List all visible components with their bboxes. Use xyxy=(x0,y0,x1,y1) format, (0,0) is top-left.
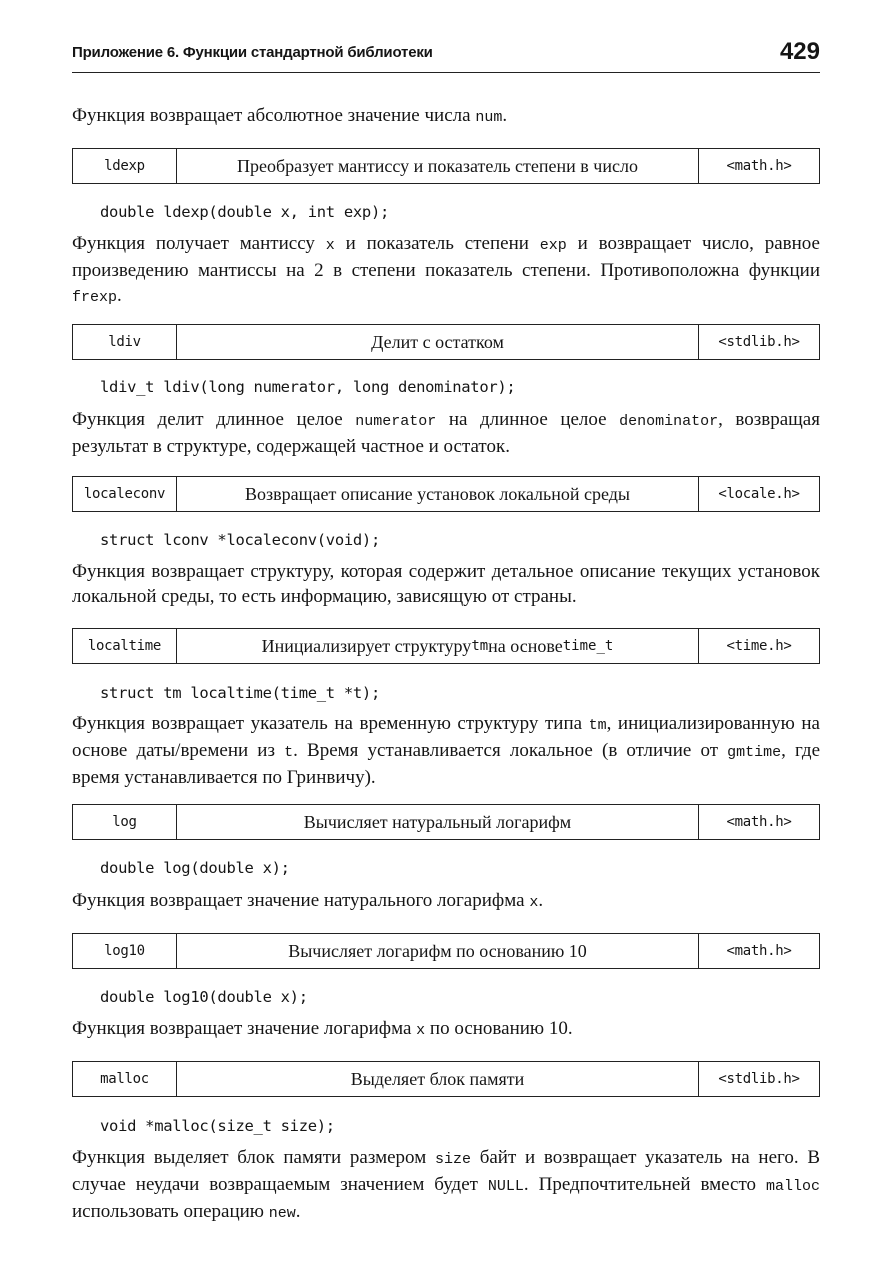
function-description-paragraph: Функция возвращает структуру, которая содержит детальное описание текущих установок локальной среды, то есть информацию, зависящую от страны. xyxy=(72,561,820,607)
function-description: Выделяет блок памяти xyxy=(177,1062,699,1096)
function-table-ldiv xyxy=(72,324,820,360)
function-header-file: <math.h> xyxy=(726,814,792,830)
function-prototype: struct tm localtime(time_t *t); xyxy=(100,684,380,702)
page-number: 429 xyxy=(779,38,820,65)
function-prototype: double log10(double x); xyxy=(100,988,308,1006)
function-name: malloc xyxy=(73,1062,177,1096)
function-table-log xyxy=(72,804,820,840)
function-table-log10 xyxy=(72,933,820,969)
function-table-malloc xyxy=(72,1061,820,1097)
function-description: Инициализирует структуру tm на основе time_t xyxy=(177,629,699,663)
function-name: localeconv xyxy=(73,477,177,511)
function-description: Вычисляет логарифм по основанию 10 xyxy=(177,934,699,968)
function-prototype: ldiv_t ldiv(long numerator, long denominator); xyxy=(100,378,516,396)
function-description-paragraph: Функция возвращает указатель на временную структуру типа tm, инициализированную на основе даты/времени из t. Время устанавливается локальное (в отличие от gmtime, где время устанавливается по Гринвичу). xyxy=(72,713,821,788)
function-description: Делит с остатком xyxy=(177,325,699,359)
function-description: Возвращает описание установок локальной среды xyxy=(177,477,699,511)
function-description: Вычисляет натуральный логарифм xyxy=(177,805,699,839)
function-header-file: <time.h> xyxy=(726,638,792,654)
function-name: ldexp xyxy=(73,149,177,183)
function-table-ldexp xyxy=(72,148,820,184)
function-name: ldiv xyxy=(73,325,177,359)
function-name: localtime xyxy=(73,629,177,663)
function-name: log xyxy=(73,805,177,839)
function-header-file: <stdlib.h> xyxy=(718,334,800,350)
function-header-file: <math.h> xyxy=(726,943,792,959)
function-description-paragraph: Функция выделяет блок памяти размером size байт и возвращает указатель на него. В случае неудачи возвращаемым значением будет NULL. Предпочтительней вместо malloc использовать операцию new. xyxy=(72,1147,820,1222)
function-name: log10 xyxy=(73,934,177,968)
function-header-file: <locale.h> xyxy=(718,486,800,502)
function-description-paragraph: Функция возвращает значение натурального логарифма x. xyxy=(72,890,544,911)
running-header xyxy=(72,36,820,73)
function-description-paragraph: Функция делит длинное целое numerator на длинное целое denominator, возвращая результат в структуре, содержащей частное и остаток. xyxy=(72,409,820,457)
function-table-localtime xyxy=(72,628,820,664)
chapter-title: Приложение 6. Функции стандартной библиотеки xyxy=(72,44,433,61)
function-prototype: struct lconv *localeconv(void); xyxy=(100,531,380,549)
function-description-paragraph: Функция получает мантиссу x и показатель степени exp и возвращает число, равное произведению мантиссы на 2 в степени показатель степени. Противоположна функции frexp. xyxy=(72,233,820,306)
intro-paragraph: Функция возвращает абсолютное значение числа num. xyxy=(72,105,508,126)
function-table-localeconv xyxy=(72,476,820,512)
function-description: Преобразует мантиссу и показатель степени в число xyxy=(177,149,699,183)
function-prototype: void *malloc(size_t size); xyxy=(100,1117,335,1135)
function-prototype: double ldexp(double x, int exp); xyxy=(100,203,390,221)
function-header-file: <math.h> xyxy=(726,158,792,174)
function-prototype: double log(double x); xyxy=(100,859,290,877)
function-header-file: <stdlib.h> xyxy=(718,1071,800,1087)
function-description-paragraph: Функция возвращает значение логарифма x по основанию 10. xyxy=(72,1018,573,1039)
